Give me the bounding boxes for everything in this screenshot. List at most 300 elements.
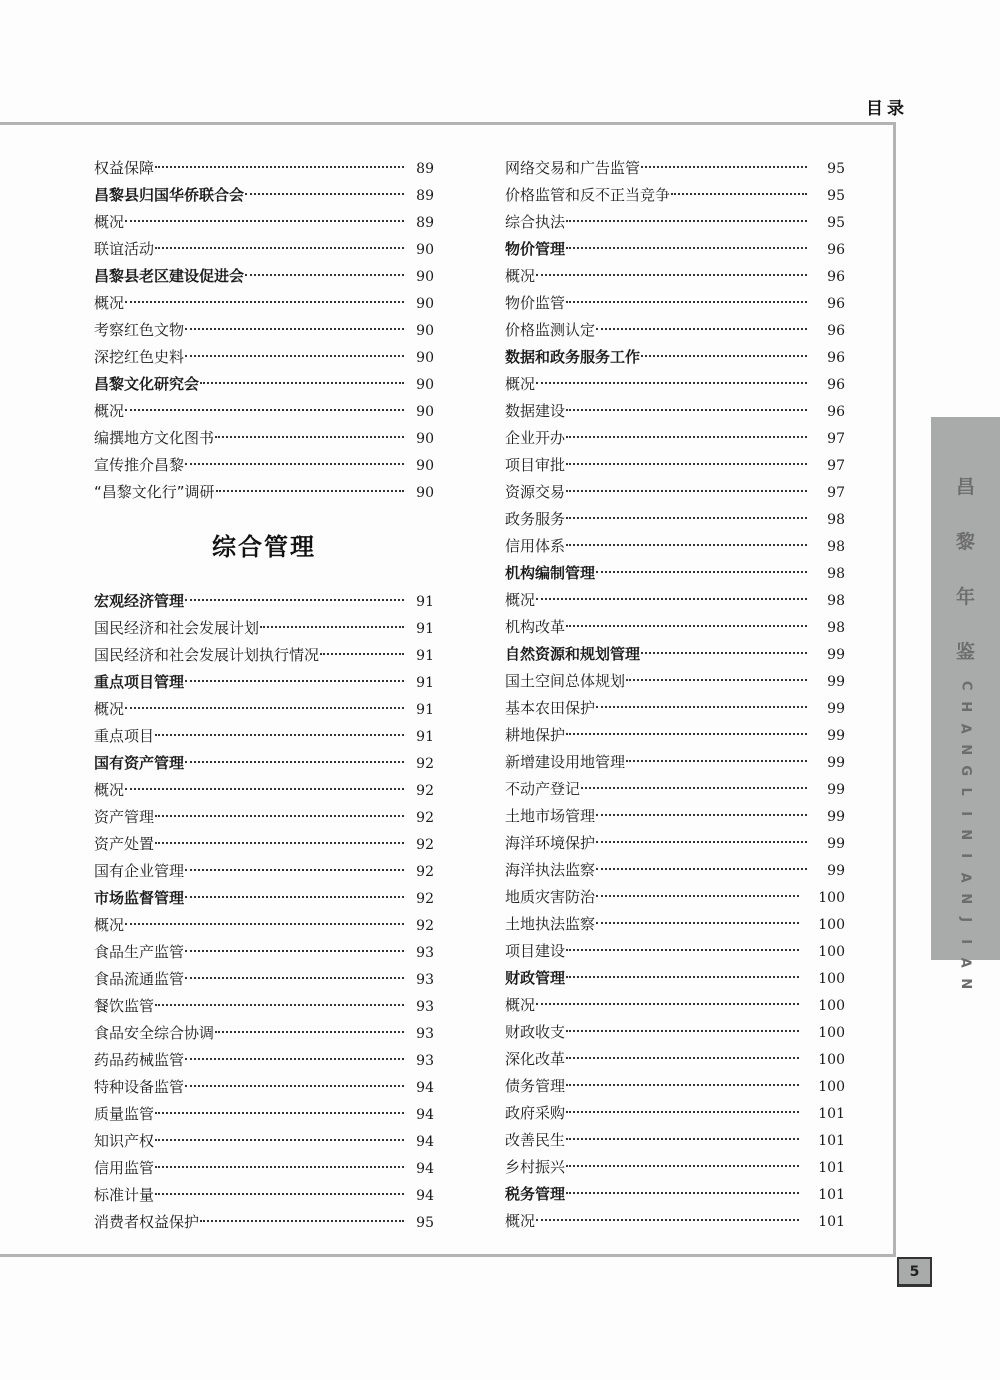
toc-entry[interactable] (505, 857, 845, 884)
toc-entry-page-number: 91 (416, 648, 434, 664)
toc-entry-page-number: 99 (827, 809, 845, 825)
toc-entry[interactable] (94, 452, 434, 479)
toc-entry[interactable] (94, 912, 434, 939)
toc-entry[interactable] (505, 992, 845, 1019)
toc-entry-title: 概况 (505, 996, 536, 1014)
dot-leader (641, 652, 807, 654)
side-tab-letter: N (958, 893, 974, 905)
dot-leader (596, 841, 807, 843)
toc-entry[interactable] (505, 668, 845, 695)
toc-entry[interactable] (505, 830, 845, 857)
toc-entry[interactable] (505, 236, 845, 263)
dot-leader (185, 1058, 404, 1060)
side-tab-letter: N (958, 744, 974, 755)
toc-entry[interactable] (94, 831, 434, 858)
toc-entry-title: 基本农田保护 (505, 699, 596, 717)
dot-leader (125, 788, 404, 790)
toc-entry-title: 深挖红色史料 (94, 348, 185, 366)
side-tab-char: 年 (955, 586, 975, 608)
toc-entry[interactable] (505, 884, 845, 911)
toc-entry[interactable] (94, 777, 434, 804)
toc-entry-title: 数据和政务服务工作 (505, 348, 641, 366)
dot-leader (566, 409, 807, 411)
toc-entry[interactable] (505, 371, 845, 398)
toc-entry-title: 权益保障 (94, 159, 155, 177)
toc-entry-page-number: 97 (827, 458, 845, 474)
dot-leader (185, 869, 404, 871)
toc-entry-title: 食品生产监管 (94, 943, 185, 961)
dot-leader (155, 1193, 404, 1195)
toc-entry[interactable] (94, 939, 434, 966)
toc-entry-title: 政务服务 (505, 510, 566, 528)
toc-entry-page-number: 100 (818, 1052, 845, 1068)
toc-entry[interactable] (505, 938, 845, 965)
toc-entry[interactable] (94, 1209, 434, 1236)
toc-entry-title: 概况 (94, 402, 125, 420)
dot-leader (185, 355, 404, 357)
toc-entry-title: 海洋执法监察 (505, 861, 596, 879)
dot-leader (626, 679, 807, 681)
toc-entry[interactable] (94, 425, 434, 452)
dot-leader (185, 896, 404, 898)
toc-entry-title: 考察红色文物 (94, 321, 185, 339)
dot-leader (155, 247, 404, 249)
toc-entry-page-number: 100 (818, 1079, 845, 1095)
toc-entry-title: 食品安全综合协调 (94, 1024, 215, 1042)
toc-entry[interactable] (505, 803, 845, 830)
dot-leader (596, 922, 799, 924)
dot-leader (125, 707, 404, 709)
toc-entry-title: 国土空间总体规划 (505, 672, 626, 690)
toc-entry[interactable] (94, 1101, 434, 1128)
toc-entry-page-number: 90 (416, 269, 434, 285)
toc-entry-title: 概况 (94, 781, 125, 799)
toc-entry[interactable] (505, 398, 845, 425)
toc-entry[interactable] (505, 209, 845, 236)
toc-entry-page-number: 95 (827, 161, 845, 177)
toc-entry-page-number: 96 (827, 269, 845, 285)
toc-entry-page-number: 92 (416, 918, 434, 934)
toc-entry-page-number: 95 (827, 215, 845, 231)
toc-right-column (505, 155, 845, 1235)
toc-entry[interactable] (94, 858, 434, 885)
toc-entry-page-number: 89 (416, 188, 434, 204)
toc-entry-title: 概况 (94, 294, 125, 312)
side-tab-char: 黎 (955, 531, 975, 553)
toc-entry[interactable] (505, 1208, 845, 1235)
toc-entry[interactable] (94, 344, 434, 371)
dot-leader (185, 680, 404, 682)
toc-entry[interactable] (505, 479, 845, 506)
toc-entry[interactable] (94, 155, 434, 182)
dot-leader (185, 950, 404, 952)
toc-entry-page-number: 90 (416, 485, 434, 501)
dot-leader (155, 842, 404, 844)
toc-entry-page-number: 100 (818, 998, 845, 1014)
toc-entry[interactable] (94, 993, 434, 1020)
toc-entry-page-number: 96 (827, 323, 845, 339)
toc-entry-title: 概况 (505, 1212, 536, 1230)
dot-leader (155, 1166, 404, 1168)
dot-leader (215, 1031, 404, 1033)
dot-leader (260, 626, 404, 628)
toc-entry-page-number: 98 (827, 566, 845, 582)
toc-entry-title: 企业开办 (505, 429, 566, 447)
dot-leader (566, 247, 807, 249)
toc-entry-title: 土地执法监察 (505, 915, 596, 933)
toc-entry[interactable] (505, 749, 845, 776)
dot-leader (566, 301, 807, 303)
toc-entry-title: 食品流通监管 (94, 970, 185, 988)
dot-leader (155, 166, 404, 168)
toc-entry-title: 地质灾害防治 (505, 888, 596, 906)
toc-entry-page-number: 101 (818, 1160, 845, 1176)
dot-leader (596, 814, 807, 816)
toc-entry-title: 海洋环境保护 (505, 834, 596, 852)
toc-entry-page-number: 97 (827, 431, 845, 447)
toc-entry[interactable] (505, 290, 845, 317)
toc-entry-title: 消费者权益保护 (94, 1213, 200, 1231)
toc-entry-title: 重点项目 (94, 727, 155, 745)
side-tab-letter: I (958, 853, 974, 859)
dot-leader (185, 761, 404, 763)
toc-entry-title: 新增建设用地管理 (505, 753, 626, 771)
toc-entry-title: 不动产登记 (505, 780, 581, 798)
toc-entry[interactable] (94, 1182, 434, 1209)
toc-entry-page-number: 94 (416, 1188, 434, 1204)
toc-entry-title: 概况 (505, 591, 536, 609)
toc-entry[interactable] (94, 263, 434, 290)
toc-entry[interactable] (94, 1128, 434, 1155)
toc-entry-title: 特种设备监管 (94, 1078, 185, 1096)
toc-entry-page-number: 100 (818, 971, 845, 987)
toc-entry-title: 资产管理 (94, 808, 155, 826)
toc-entry-page-number: 90 (416, 404, 434, 420)
toc-entry[interactable] (94, 1020, 434, 1047)
toc-entry[interactable] (505, 1181, 845, 1208)
toc-entry[interactable] (505, 560, 845, 587)
toc-entry-page-number: 93 (416, 1053, 434, 1069)
toc-entry-page-number: 94 (416, 1134, 434, 1150)
toc-list-after-section (94, 588, 434, 1236)
toc-entry[interactable] (505, 182, 845, 209)
toc-entry-title: 数据建设 (505, 402, 566, 420)
dot-leader (566, 1192, 799, 1194)
toc-entry-page-number: 90 (416, 350, 434, 366)
toc-entry-title: 机构改革 (505, 618, 566, 636)
toc-entry-title: 餐饮监管 (94, 997, 155, 1015)
toc-entry-page-number: 95 (416, 1215, 434, 1231)
toc-entry[interactable] (94, 317, 434, 344)
toc-entry[interactable] (505, 317, 845, 344)
toc-entry-title: 编撰地方文化图书 (94, 429, 215, 447)
toc-entry-title: 知识产权 (94, 1132, 155, 1150)
section-title: 综合管理 (212, 533, 316, 561)
toc-entry-title: 改善民生 (505, 1131, 566, 1149)
toc-entry-page-number: 89 (416, 161, 434, 177)
toc-entry-page-number: 99 (827, 863, 845, 879)
toc-entry-title: 国有资产管理 (94, 754, 185, 772)
dot-leader (596, 868, 807, 870)
toc-entry-page-number: 99 (827, 674, 845, 690)
toc-entry-title: 宏观经济管理 (94, 592, 185, 610)
toc-entry-title: 深化改革 (505, 1050, 566, 1068)
toc-entry[interactable] (505, 1127, 845, 1154)
toc-entry-page-number: 99 (827, 728, 845, 744)
toc-left-column (94, 155, 434, 1236)
dot-leader (596, 895, 799, 897)
toc-entry-page-number: 98 (827, 512, 845, 528)
toc-entry[interactable] (94, 1155, 434, 1182)
toc-entry-title: 财政收支 (505, 1023, 566, 1041)
toc-entry[interactable] (94, 588, 434, 615)
side-tab-letter: C (958, 680, 974, 691)
side-tab-letter: I (958, 811, 974, 816)
dot-leader (596, 706, 807, 708)
toc-entry[interactable] (94, 885, 434, 912)
toc-entry[interactable] (505, 641, 845, 668)
toc-entry[interactable] (94, 290, 434, 317)
toc-entry[interactable] (94, 966, 434, 993)
toc-entry[interactable] (505, 1019, 845, 1046)
dot-leader (200, 1220, 404, 1222)
dot-leader (566, 544, 807, 546)
dot-leader (566, 220, 807, 222)
toc-entry-page-number: 99 (827, 755, 845, 771)
toc-entry[interactable] (94, 371, 434, 398)
toc-entry[interactable] (94, 750, 434, 777)
toc-entry-title: 宣传推介昌黎 (94, 456, 185, 474)
toc-entry[interactable] (94, 479, 434, 506)
toc-entry[interactable] (505, 1154, 845, 1181)
toc-entry[interactable] (505, 911, 845, 938)
toc-entry[interactable] (94, 723, 434, 750)
toc-entry-title: 项目建设 (505, 942, 566, 960)
side-tab-letter: A (958, 957, 974, 968)
toc-entry-page-number: 98 (827, 620, 845, 636)
toc-entry-title: 市场监督管理 (94, 889, 185, 907)
toc-entry[interactable] (94, 642, 434, 669)
toc-entry-title: 税务管理 (505, 1185, 566, 1203)
dot-leader (641, 166, 807, 168)
toc-entry[interactable] (505, 533, 845, 560)
toc-entry[interactable] (505, 614, 845, 641)
dot-leader (155, 1004, 404, 1006)
toc-entry-page-number: 93 (416, 945, 434, 961)
toc-entry[interactable] (505, 695, 845, 722)
dot-leader (185, 977, 404, 979)
toc-entry-page-number: 92 (416, 810, 434, 826)
toc-entry-page-number: 93 (416, 999, 434, 1015)
dot-leader (596, 328, 807, 330)
toc-entry-page-number: 94 (416, 1161, 434, 1177)
toc-entry-page-number: 96 (827, 377, 845, 393)
toc-entry-title: 财政管理 (505, 969, 566, 987)
toc-entry-page-number: 91 (416, 729, 434, 745)
toc-entry-title: 乡村振兴 (505, 1158, 566, 1176)
toc-entry-page-number: 98 (827, 593, 845, 609)
dot-leader (566, 976, 799, 978)
dot-leader (566, 1057, 799, 1059)
toc-entry[interactable] (94, 696, 434, 723)
toc-entry-title: 项目审批 (505, 456, 566, 474)
toc-entry-page-number: 101 (818, 1214, 845, 1230)
toc-entry[interactable] (94, 398, 434, 425)
toc-entry-page-number: 92 (416, 783, 434, 799)
toc-entry-title: 自然资源和规划管理 (505, 645, 641, 663)
dot-leader (245, 274, 404, 276)
toc-entry-title: 质量监管 (94, 1105, 155, 1123)
dot-leader (245, 193, 404, 195)
toc-entry-page-number: 101 (818, 1133, 845, 1149)
side-tab-char: 鉴 (955, 641, 975, 663)
dot-leader (566, 463, 807, 465)
toc-entry[interactable] (505, 1046, 845, 1073)
toc-entry[interactable] (505, 425, 845, 452)
toc-entry-title: 物价监管 (505, 294, 566, 312)
dot-leader (566, 1030, 799, 1032)
toc-entry-title: 联谊活动 (94, 240, 155, 258)
dot-leader (155, 815, 404, 817)
toc-entry[interactable] (94, 209, 434, 236)
toc-entry-title: 机构编制管理 (505, 564, 596, 582)
toc-entry-title: 概况 (94, 700, 125, 718)
toc-entry-title: 综合执法 (505, 213, 566, 231)
toc-entry-title: 债务管理 (505, 1077, 566, 1095)
dot-leader (185, 599, 404, 601)
toc-entry[interactable] (505, 452, 845, 479)
toc-entry-title: “昌黎文化行”调研 (94, 483, 215, 501)
dot-leader (566, 733, 807, 735)
toc-entry-page-number: 101 (818, 1187, 845, 1203)
toc-entry-page-number: 92 (416, 864, 434, 880)
toc-entry-title: 标准计量 (94, 1186, 155, 1204)
toc-list-before-section (94, 155, 434, 506)
toc-entry-title: 土地市场管理 (505, 807, 596, 825)
toc-entry-page-number: 100 (818, 1025, 845, 1041)
toc-entry[interactable] (505, 1073, 845, 1100)
toc-entry-title: 概况 (94, 916, 125, 934)
toc-entry-page-number: 100 (818, 917, 845, 933)
dot-leader (320, 653, 404, 655)
toc-entry-page-number: 93 (416, 972, 434, 988)
toc-entry-page-number: 100 (818, 890, 845, 906)
toc-entry-title: 昌黎县归国华侨联合会 (94, 186, 245, 204)
toc-entry-page-number: 97 (827, 485, 845, 501)
dot-leader (641, 355, 807, 357)
dot-leader (125, 220, 404, 222)
dot-leader (125, 409, 404, 411)
side-tab-letter: H (958, 701, 974, 713)
toc-entry-page-number: 96 (827, 242, 845, 258)
toc-entry[interactable] (505, 587, 845, 614)
dot-leader (566, 517, 807, 519)
dot-leader (200, 382, 404, 384)
toc-entry[interactable] (505, 263, 845, 290)
toc-entry-title: 国有企业管理 (94, 862, 185, 880)
toc-entry[interactable] (505, 965, 845, 992)
toc-entry-page-number: 91 (416, 702, 434, 718)
side-tab-letter: A (958, 723, 974, 734)
toc-entry[interactable] (505, 344, 845, 371)
toc-entry[interactable] (94, 236, 434, 263)
side-tab-letter: J (958, 917, 974, 923)
dot-leader (185, 463, 404, 465)
dot-leader (155, 1139, 404, 1141)
toc-entry[interactable] (94, 804, 434, 831)
toc-entry-page-number: 90 (416, 323, 434, 339)
dot-leader (215, 436, 404, 438)
toc-entry-page-number: 94 (416, 1080, 434, 1096)
toc-entry-page-number: 98 (827, 539, 845, 555)
dot-leader (536, 598, 807, 600)
toc-entry-page-number: 91 (416, 675, 434, 691)
side-tab-letter: G (958, 765, 974, 777)
toc-entry-page-number: 96 (827, 296, 845, 312)
toc-entry-title: 药品药械监管 (94, 1051, 185, 1069)
toc-entry[interactable] (94, 615, 434, 642)
toc-entry-title: 价格监管和反不正当竞争 (505, 186, 671, 204)
dot-leader (566, 1138, 799, 1140)
toc-entry-page-number: 92 (416, 756, 434, 772)
toc-entry[interactable] (505, 155, 845, 182)
toc-entry-page-number: 100 (818, 944, 845, 960)
toc-entry-page-number: 99 (827, 701, 845, 717)
toc-list-right (505, 155, 845, 1235)
toc-entry-title: 耕地保护 (505, 726, 566, 744)
toc-entry[interactable] (94, 1047, 434, 1074)
toc-entry[interactable] (94, 669, 434, 696)
toc-entry-page-number: 89 (416, 215, 434, 231)
dot-leader (566, 1084, 799, 1086)
dot-leader (216, 490, 404, 492)
toc-entry[interactable] (505, 722, 845, 749)
toc-entry-page-number: 90 (416, 296, 434, 312)
toc-entry-page-number: 99 (827, 782, 845, 798)
dot-leader (125, 923, 404, 925)
page-number-badge: 5 (897, 1257, 932, 1287)
dot-leader (566, 1111, 799, 1113)
toc-entry-title: 信用监管 (94, 1159, 155, 1177)
dot-leader (536, 274, 807, 276)
toc-entry-title: 资产处置 (94, 835, 155, 853)
side-tab-yearbook-title (931, 417, 1000, 990)
toc-entry[interactable] (505, 1100, 845, 1127)
dot-leader (566, 1165, 799, 1167)
dot-leader (596, 571, 807, 573)
toc-entry-title: 政府采购 (505, 1104, 566, 1122)
dot-leader (125, 301, 404, 303)
toc-entry-title: 国民经济和社会发展计划执行情况 (94, 646, 320, 664)
toc-entry[interactable] (505, 506, 845, 533)
toc-entry[interactable] (505, 776, 845, 803)
toc-entry[interactable] (94, 182, 434, 209)
side-tab-letter: N (958, 829, 974, 841)
toc-entry-title: 概况 (94, 213, 125, 231)
dot-leader (155, 734, 404, 736)
toc-entry-page-number: 94 (416, 1107, 434, 1123)
toc-entry-page-number: 92 (416, 837, 434, 853)
side-tab-letter: L (958, 787, 974, 797)
side-tab-letter: N (958, 978, 974, 990)
toc-entry[interactable] (94, 1074, 434, 1101)
toc-entry-page-number: 93 (416, 1026, 434, 1042)
dot-leader (566, 490, 807, 492)
dot-leader (185, 328, 404, 330)
toc-entry-title: 概况 (505, 267, 536, 285)
toc-entry-page-number: 99 (827, 836, 845, 852)
toc-entry-page-number: 90 (416, 242, 434, 258)
